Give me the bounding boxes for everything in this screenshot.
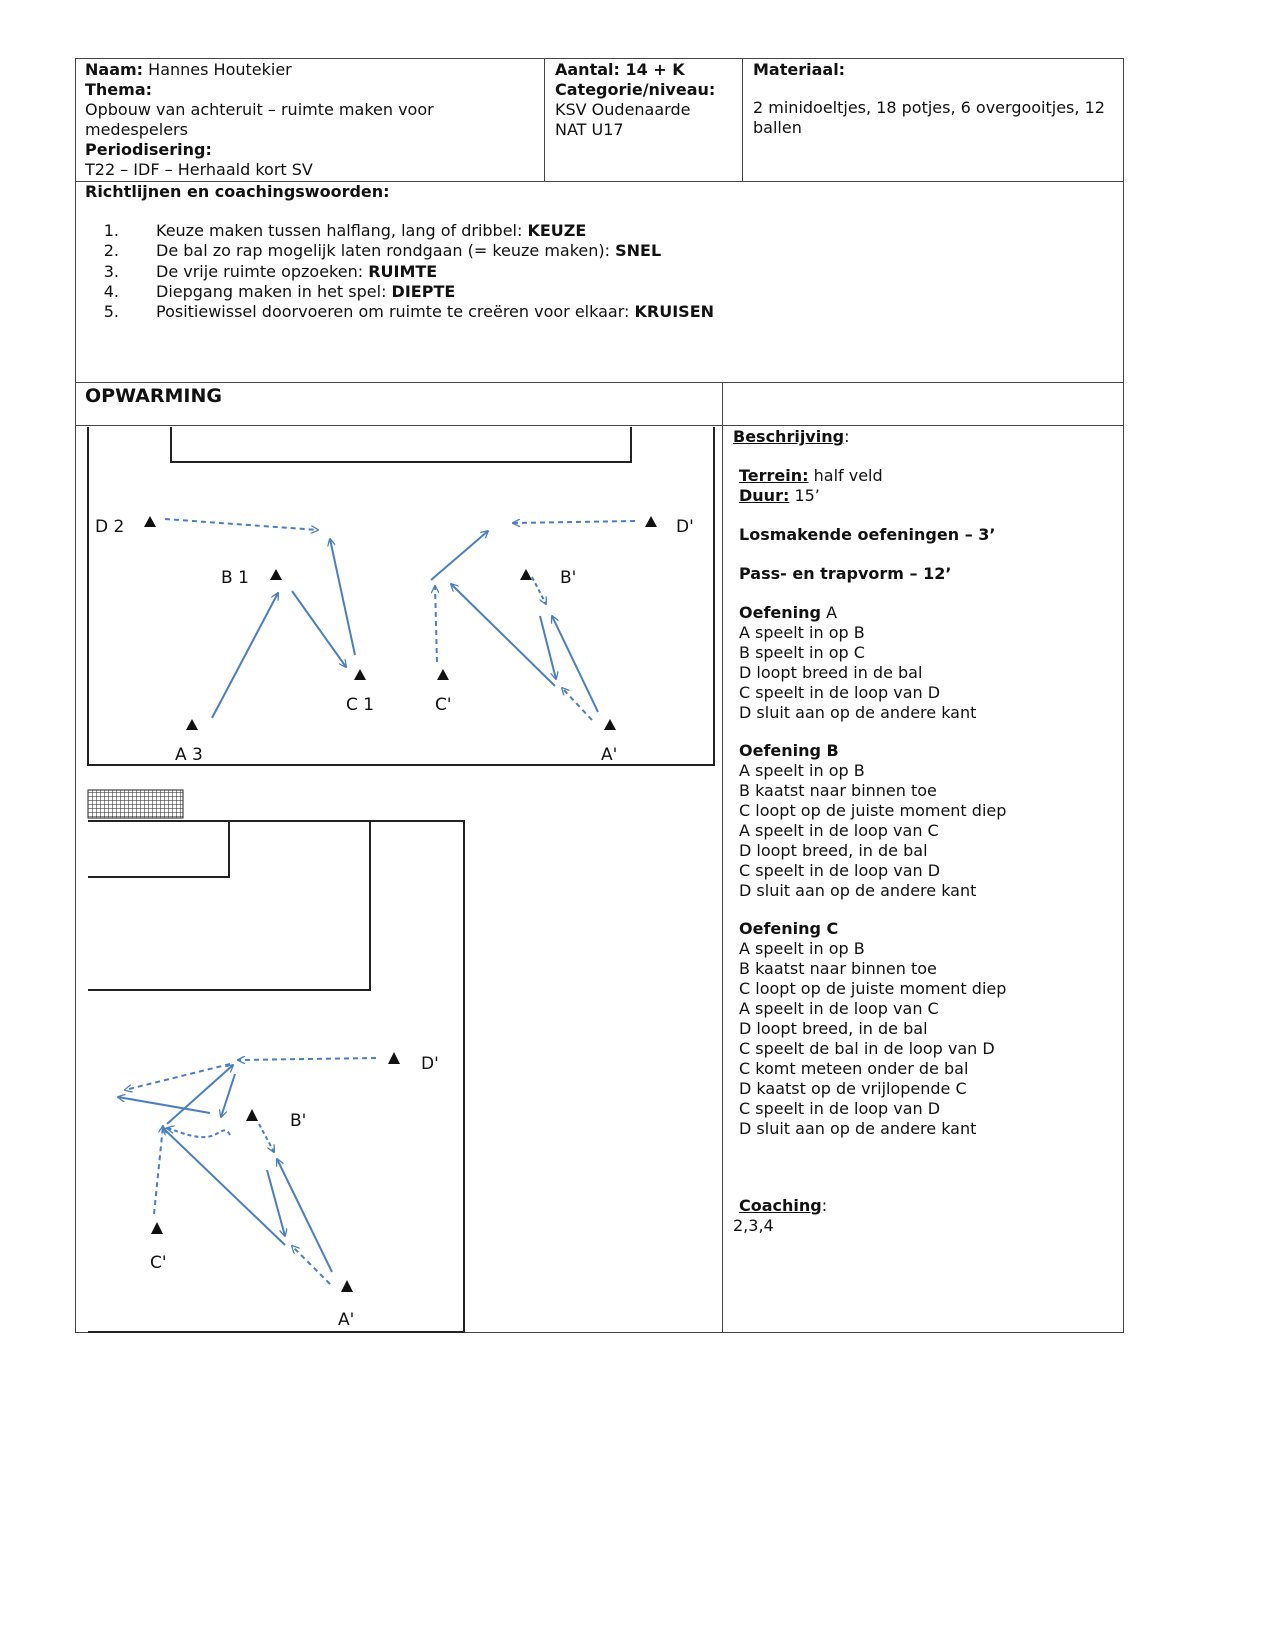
pass-heading: Pass- en trapvorm – 12’ [739,564,952,583]
oefening-line: A speelt in de loop van C [739,821,939,840]
field-outline [88,821,464,1332]
oefening-line: A speelt in op B [739,623,865,642]
oefening-line: C loopt op de juiste moment diep [739,979,1007,998]
thema-label: Thema: [85,80,153,99]
player-label-dp: D' [421,1054,439,1074]
oefening-line: D sluit aan op de andere kant [739,881,977,900]
categorie-line1: KSV Oudenaarde [555,100,691,119]
periodisering-value: T22 – IDF – Herhaald kort SV [85,160,313,179]
duur-label: Duur: [739,486,790,505]
oefening-a-label: Oefening [739,603,821,622]
goal-net-icon [88,790,183,818]
player-label-dp: D' [676,517,694,537]
oefening-line: D sluit aan op de andere kant [739,1119,977,1138]
player-label-c1: C 1 [346,695,375,715]
coaching-value: 2,3,4 [733,1216,774,1235]
oefening-line: D loopt breed in de bal [739,663,923,682]
coaching-label: Coaching [739,1196,822,1215]
player-label-cp: C' [150,1253,167,1273]
oefening-line: C komt meteen onder de bal [739,1059,969,1078]
diagram-2 [88,790,464,1332]
oefening-line: C loopt op de juiste moment diep [739,801,1007,820]
beschrijving-label: Beschrijving [733,427,845,446]
materiaal-line2: ballen [753,118,802,137]
oefening-line: D sluit aan op de andere kant [739,703,977,722]
aantal-label: Aantal: 14 + K [555,60,685,79]
periodisering-label: Periodisering: [85,140,212,159]
player-label-ap: A' [338,1310,355,1330]
oefening-line: C speelt de bal in de loop van D [739,1039,995,1058]
player-label-b1: B 1 [221,568,249,588]
field-outline [88,427,714,765]
arrows-right [431,521,635,720]
thema-line1: Opbouw van achteruit – ruimte maken voor [85,100,434,119]
penalty-box [171,427,631,462]
oefening-line: B kaatst naar binnen toe [739,781,937,800]
oefening-a-letter: A [820,603,838,622]
oefening-b-title: Oefening B [739,741,839,760]
thema-line2: medespelers [85,120,188,139]
player-label-ap: A' [601,745,618,765]
oefening-line: D kaatst op de vrijlopende C [739,1079,967,1098]
arrows-left [165,519,355,718]
cones [144,516,657,730]
player-label-a3: A 3 [175,745,203,765]
oefening-line: A speelt in op B [739,939,865,958]
materiaal-line1: 2 minidoeltjes, 18 potjes, 6 overgooitjes, 12 [753,98,1105,117]
oefening-line: C speelt in de loop van D [739,683,941,702]
oefening-line: B kaatst naar binnen toe [739,959,937,978]
player-label-d2: D 2 [95,517,125,537]
naam-label: Naam: [85,60,144,79]
description-cell: Beschrijving: Terrein: half veld Duur: 15’ Losmakende oefeningen – 3’ Pass- en trapvorm – 12’ Oefening A A speelt in op B B speelt in op C D loopt breed in de bal C speelt in de loop van D D sluit aan op de andere kant Oefening B A speelt in op B B kaatst naar binnen toe C loopt op de juiste moment diep A speelt in de loop van C D loopt breed, in de bal C speelt in de loop van D D sluit aan op de andere kant Oefening C A speelt in op B B kaatst naar binnen toe C loopt op de juiste moment diep A speelt in de loop van C D loopt breed, in de bal C speelt de bal in de loop van D C komt meteen onder de bal D kaatst op de vrijlopende C C speelt in de loop van D D sluit aan op de andere kant Coaching: 2,3,4 [733,427,1118,1236]
diagram-1 [88,427,714,765]
oefening-c-title: Oefening C [739,919,839,938]
oefening-line: A speelt in de loop van C [739,999,939,1018]
goal-area [88,821,229,877]
section-title: OPWARMING [85,385,222,407]
terrein-value: half veld [808,466,883,485]
oefening-line: C speelt in de loop van D [739,861,941,880]
oefening-line: A speelt in op B [739,761,865,780]
oefening-line: C speelt in de loop van D [739,1099,941,1118]
player-label-bp: B' [290,1111,307,1131]
richtlijnen-title: Richtlijnen en coachingswoorden: [85,182,390,201]
player-label-cp: C' [435,695,452,715]
duur-value: 15’ [789,486,820,505]
categorie-label: Categorie/niveau: [555,80,716,99]
losmakend-heading: Losmakende oefeningen – 3’ [739,525,996,544]
oefening-line: D loopt breed, in de bal [739,841,928,860]
oefening-line: B speelt in op C [739,643,865,662]
materiaal-label: Materiaal: [753,60,846,79]
oefening-line: D loopt breed, in de bal [739,1019,928,1038]
naam-value: Hannes Houtekier [148,60,292,79]
cones [151,1052,400,1292]
arrows [118,1058,376,1284]
terrein-label: Terrein: [739,466,809,485]
categorie-line2: NAT U17 [555,120,624,139]
player-label-bp: B' [560,568,577,588]
